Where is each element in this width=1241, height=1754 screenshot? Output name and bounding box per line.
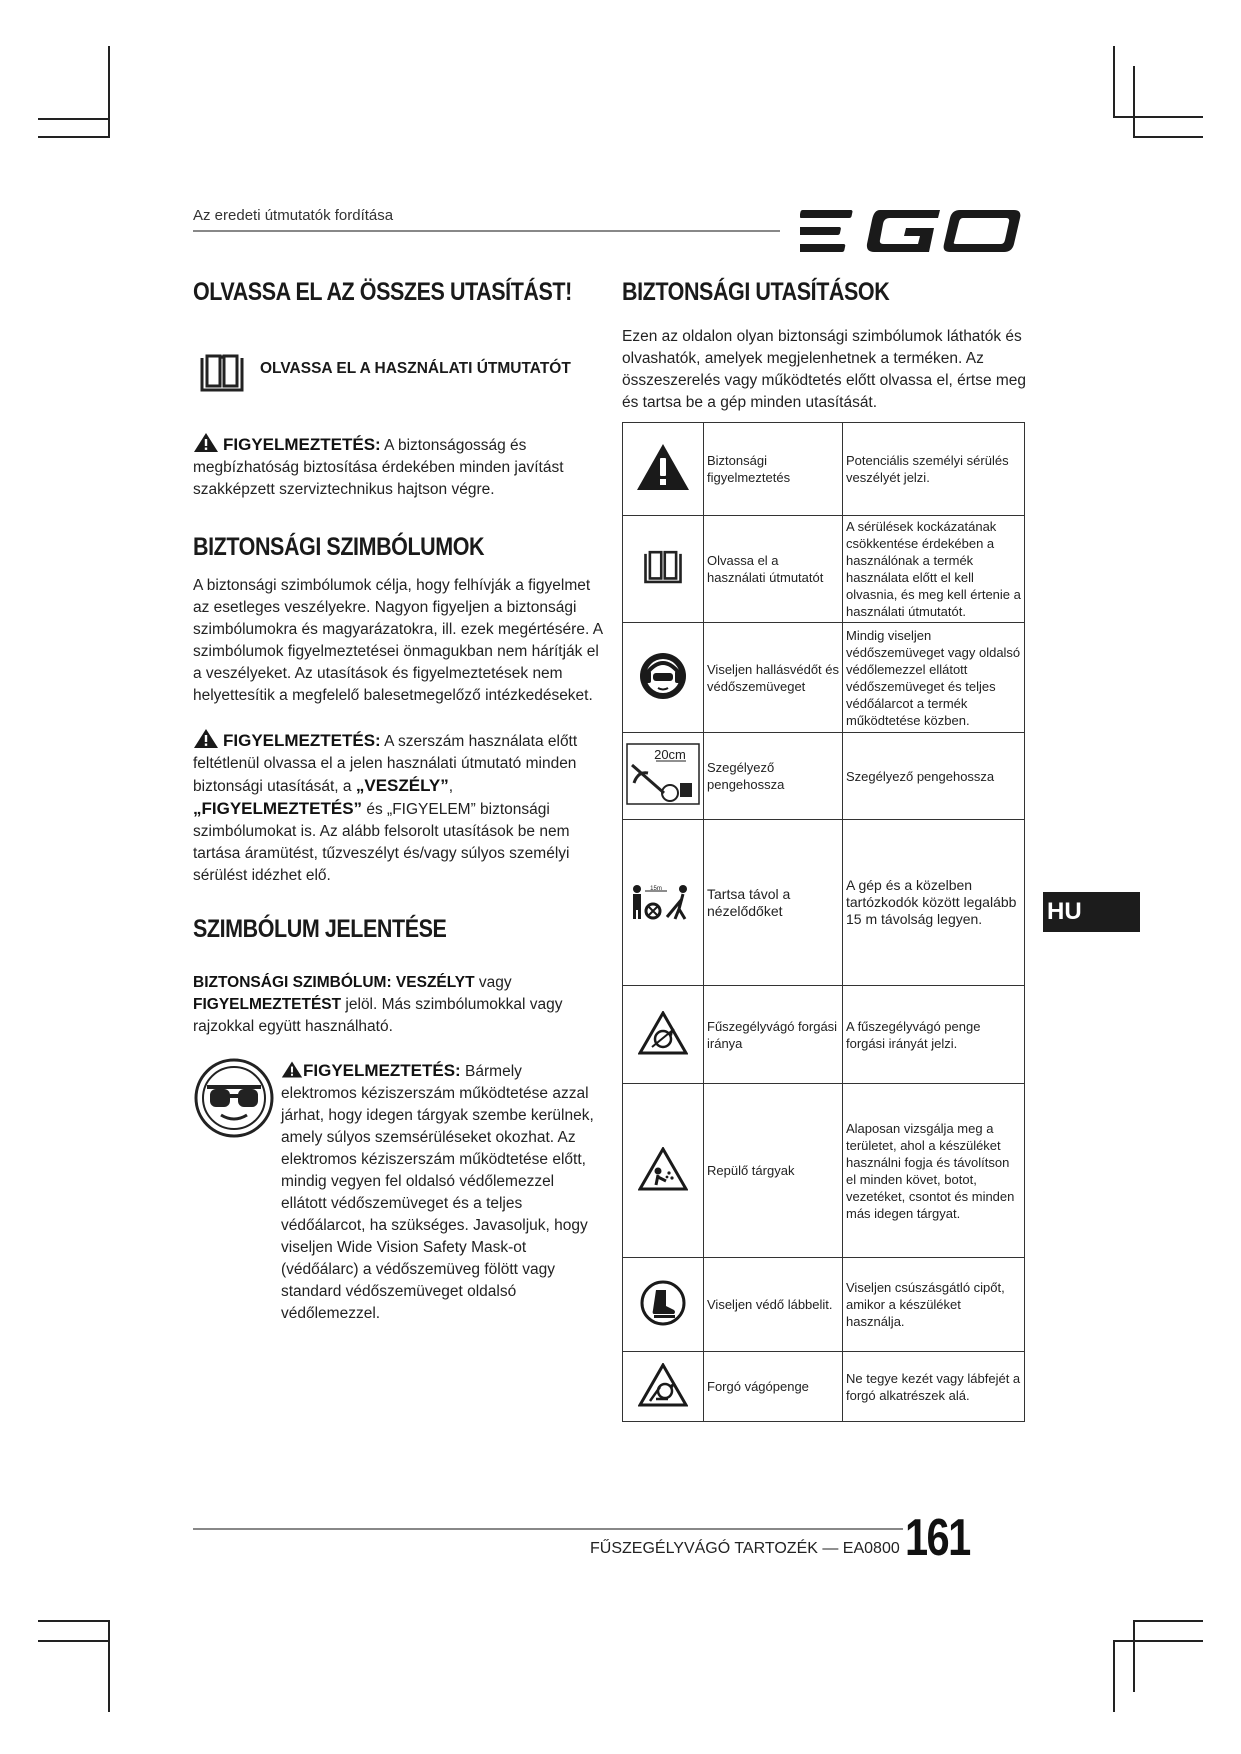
crop-mark xyxy=(1133,136,1203,138)
table-row xyxy=(623,423,1025,516)
table-row xyxy=(623,986,1025,1084)
symbol-cell xyxy=(623,516,704,623)
meaning-text: jelöl. Más szimbólumokkal vagy rajzokkal együtt használható. xyxy=(193,996,563,1035)
warning-term: „FIGYELMEZTETÉS” xyxy=(193,799,363,818)
symbol-desc: Viseljen csúszásgátló cipőt, amikor a készüléket használja. xyxy=(843,1258,1025,1352)
crop-mark xyxy=(38,118,110,120)
crop-mark xyxy=(1113,116,1203,118)
crop-mark xyxy=(1113,46,1115,118)
symbol-desc: A sérülések kockázatának csökkentése érdekében a használónak a termék használata előtt el kell olvasnia, és meg kell értenie a használati útmutatót. xyxy=(843,516,1025,623)
table-row xyxy=(623,516,1025,623)
crop-mark xyxy=(108,1620,110,1712)
warning-label: FIGYELMEZTETÉS: xyxy=(223,435,381,454)
symbol-desc: Potenciális személyi sérülés veszélyét jelzi. xyxy=(843,423,1025,516)
crop-mark xyxy=(1133,66,1135,138)
rotating-blade-icon xyxy=(638,1363,688,1407)
symbol-desc: Szegélyező pengehossza xyxy=(843,733,1025,820)
blade-length-label: 20cm xyxy=(654,747,686,762)
warning-triangle-icon xyxy=(281,1060,303,1079)
heading-symbol-meaning: SZIMBÓLUM JELENTÉSE xyxy=(193,915,447,943)
instructions-intro: Ezen az oldalon olyan biztonsági szimbólumok láthatók és olvashatók, amelyek megjelenhetnek a terméken. Az összeszerelés vagy működtetés előtt olvassa el, értse meg és tartsa be a gép minden utasítását. xyxy=(622,328,1027,411)
symbol-cell xyxy=(623,1352,704,1422)
symbol-desc: A gép és a közelben tartózkodók között legalább 15 m távolság legyen. xyxy=(843,820,1025,986)
symbol-name: Olvassa el a használati útmutatót xyxy=(704,516,843,623)
keep-bystanders-away-icon xyxy=(627,881,699,921)
table-row xyxy=(623,1258,1025,1352)
symbol-name: Repülő tárgyak xyxy=(704,1084,843,1258)
symbol-table xyxy=(622,422,1025,1422)
crop-mark xyxy=(1113,1640,1203,1642)
symbols-paragraph: A biztonsági szimbólumok célja, hogy felhívják a figyelmet az esetleges veszélyekre. Nagyon figyeljen a biztonsági szimbólumokra és magyarázatokra, ill. ezek megértésére. A szimbólumok figyelmeztetései önmagukban nem hárítják el a veszélyeket. Az utasítások és figyelmeztetések nem helyettesítik a megfelelő balesetmegelőző intézkedéseket. xyxy=(193,577,603,704)
symbol-cell xyxy=(623,986,704,1084)
crop-mark xyxy=(1133,1620,1203,1622)
book-icon xyxy=(198,352,246,394)
meaning-paragraph xyxy=(193,972,593,1038)
language-tab: HU xyxy=(1043,892,1140,932)
footer-title: FŰSZEGÉLYVÁGÓ TARTOZÉK — EA0800 xyxy=(590,1540,900,1557)
warning-text: A biztonságosság és megbízhatóság biztosítása érdekében minden javítást szakképzett szerviztechnikus hajtson végre. xyxy=(193,437,564,498)
warning-label: FIGYELMEZTETÉS: xyxy=(223,731,381,750)
footer-rule xyxy=(193,1528,903,1530)
flying-objects-icon xyxy=(638,1147,688,1191)
warning-triangle-icon xyxy=(635,442,691,492)
heading-safety-symbols: BIZTONSÁGI SZIMBÓLUMOK xyxy=(193,533,485,561)
meaning-bold: FIGYELMEZTETÉST xyxy=(193,996,342,1013)
meaning-bold: BIZTONSÁGI SZIMBÓLUM: VESZÉLYT xyxy=(193,974,475,991)
ear-eye-protection-icon xyxy=(638,651,688,701)
warning-eye-paragraph xyxy=(281,1060,596,1325)
warning-text: Bármely elektromos kéziszerszám működtetése azzal járhat, hogy idegen tárgyak szembe kerülnek, amely súlyos szemsérüléseket okozhat. Az elektromos kéziszerszám működtetése előtt, mindig vegyen fel oldalsó védőlemezzel ellátott védőszemüveget és a teljes védőálarcot, ha szükséges. Javasoljuk, hogy viseljen Wide Vision Safety Mask-ot (védőálarc) a védőszemüveg fölött vagy standard védőszemüveget oldalsó védőlemezzel. xyxy=(281,1063,594,1322)
warning-read-paragraph xyxy=(193,728,593,887)
table-row xyxy=(623,623,1025,733)
symbol-name: Fűszegélyvágó forgási iránya xyxy=(704,986,843,1084)
header-rule xyxy=(193,230,780,232)
warning-triangle-icon xyxy=(193,432,219,453)
table-row xyxy=(623,733,1025,820)
danger-term: „VESZÉLY” xyxy=(355,776,449,795)
page-number: 161 xyxy=(905,1509,970,1567)
crop-mark xyxy=(1133,1620,1135,1692)
symbol-desc: A fűszegélyvágó penge forgási irányát jelzi. xyxy=(843,986,1025,1084)
table-row xyxy=(623,1352,1025,1422)
symbol-cell xyxy=(623,733,704,820)
symbol-desc: Ne tegye kezét vagy lábfejét a forgó alkatrészek alá. xyxy=(843,1352,1025,1422)
symbol-cell xyxy=(623,623,704,733)
warning-text: A szerszám használata előtt feltétlenül olvassa el a jelen használati útmutató minden biztonsági utasítását, a xyxy=(193,733,578,795)
crop-mark xyxy=(1113,1640,1115,1712)
blade-length-icon xyxy=(626,743,700,805)
symbol-name: Szegélyező pengehossza xyxy=(704,733,843,820)
symbol-name: Viseljen védő lábbelit. xyxy=(704,1258,843,1352)
symbol-cell xyxy=(623,1084,704,1258)
symbol-name: Viseljen hallásvédőt és védőszemüveget xyxy=(704,623,843,733)
rotation-direction-icon xyxy=(638,1011,688,1055)
heading-safety-instructions: BIZTONSÁGI UTASÍTÁSOK xyxy=(622,278,890,306)
protective-footwear-icon xyxy=(640,1280,686,1326)
warning-text: , xyxy=(448,778,454,795)
symbol-name: Tartsa távol a nézelődőket xyxy=(704,820,843,986)
read-manual-icon xyxy=(642,548,684,586)
symbol-name: Forgó vágópenge xyxy=(704,1352,843,1422)
symbol-cell xyxy=(623,820,704,986)
read-manual-label: OLVASSA EL A HASZNÁLATI ÚTMUTATÓT xyxy=(260,360,571,377)
symbol-name: Biztonsági figyelmeztetés xyxy=(704,423,843,516)
warning-text: és „FIGYELEM” biztonsági szimbólumokat is. Az alább felsorolt utasítások be nem tartása áramütést, tűzveszélyt és/vagy súlyos személyi sérülést idézhet elő. xyxy=(193,801,570,884)
heading-read-all: OLVASSA EL AZ ÖSSZES UTASÍTÁST! xyxy=(193,278,572,306)
safety-glasses-icon xyxy=(193,1057,275,1139)
symbol-desc: Alaposan vizsgálja meg a területet, ahol a készüléket használni fogja és távolítson el minden követ, botot, vezetéket, csontot és minden más idegen tárgyat. xyxy=(843,1084,1025,1258)
crop-mark xyxy=(38,136,110,138)
header-subtitle: Az eredeti útmutatók fordítása xyxy=(193,207,394,224)
table-row xyxy=(623,1084,1025,1258)
symbol-desc: Mindig viseljen védőszemüveget vagy oldalsó védőlemezzel ellátott védőszemüveget és teljes védőálarcot a termék működtetése közben. xyxy=(843,623,1025,733)
crop-mark xyxy=(38,1640,110,1642)
ego-logo xyxy=(800,200,1025,262)
warning-label: FIGYELMEZTETÉS: xyxy=(303,1061,461,1080)
table-row xyxy=(623,820,1025,986)
distance-label: 15m xyxy=(650,885,662,892)
warning-service-paragraph xyxy=(193,432,593,501)
crop-mark xyxy=(108,46,110,138)
crop-mark xyxy=(38,1620,110,1622)
warning-triangle-icon xyxy=(193,728,219,749)
symbol-cell xyxy=(623,423,704,516)
meaning-text: vagy xyxy=(474,974,512,991)
symbol-cell xyxy=(623,1258,704,1352)
